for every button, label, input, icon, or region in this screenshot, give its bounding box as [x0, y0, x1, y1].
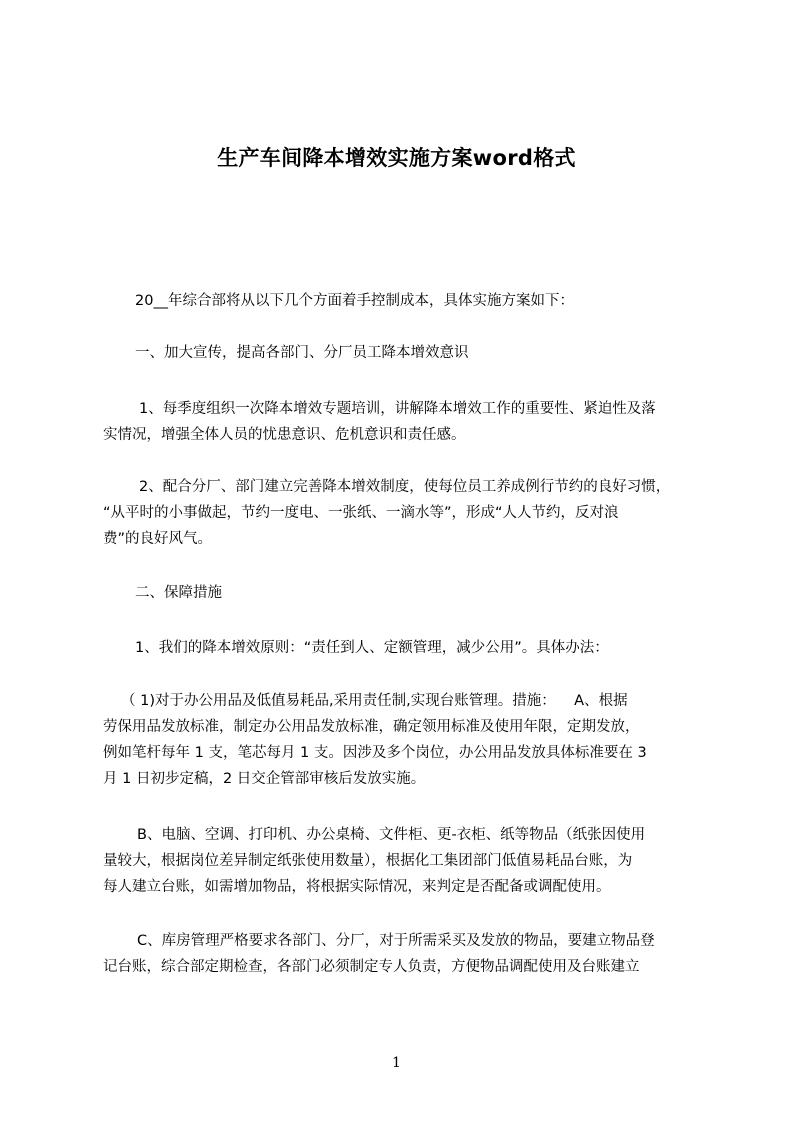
paragraph-line: 例如笔杆每年 1 支，笔芯每月 1 支。因涉及多个岗位，办公用品发放具体标准要在 3 — [103, 745, 647, 761]
paragraph-line: 二、保障措施 — [135, 585, 222, 601]
section-heading-publicity — [103, 340, 703, 366]
document-title: 生产车间降本增效实施方案word格式 — [217, 146, 576, 170]
paragraph-line: B、电脑、空调、打印机、办公桌椅、文件柜、更-衣柜、纸等物品（纸张因使用 — [137, 827, 646, 843]
paragraph-principle — [103, 635, 703, 661]
page-number: 1 — [392, 1055, 401, 1071]
paragraph-line: 1、每季度组织一次降本增效专题培训，讲解降本增效工作的重要性、紧迫性及落 — [139, 401, 656, 417]
paragraph-line: 实情况，增强全体人员的忧患意识、危机意识和责任感。 — [103, 427, 466, 443]
paragraph-training — [103, 396, 703, 448]
paragraph-line: 月 1 日初步定稿，2 日交企管部审核后发放实施。 — [103, 771, 426, 787]
section-heading-measures — [103, 580, 703, 606]
paragraph-line: 1、我们的降本增效原则：“责任到人、定额管理，减少公用”。具体办法： — [135, 640, 609, 656]
paragraph-line: 记台账，综合部定期检查，各部门必须制定专人负责，方便物品调配使用及台账建立 — [103, 959, 640, 975]
paragraph-office-supplies — [103, 688, 703, 792]
paragraph-line: （ 1)对于办公用品及低值易耗品,采用责任制,实现台账管理。措施： A、根据 — [121, 693, 628, 709]
paragraph-intro — [103, 288, 703, 314]
paragraph-line: 20__年综合部将从以下几个方面着手控制成本，具体实施方案如下： — [135, 293, 574, 309]
paragraph-line: 每人建立台账，如需增加物品，将根据实际情况，来判定是否配备或调配使用。 — [103, 879, 611, 895]
paragraph-line: 劳保用品发放标准，制定办公用品发放标准，确定领用标准及使用年限，定期发放， — [103, 719, 640, 735]
paragraph-warehouse — [103, 928, 703, 980]
paragraph-line: 费”的良好风气。 — [103, 531, 213, 547]
paragraph-line: “从平时的小事做起，节约一度电、一张纸、一滴水等”，形成“人人节约，反对浪 — [103, 505, 619, 521]
paragraph-equipment — [103, 822, 703, 900]
paragraph-line: C、库房管理严格要求各部门、分厂，对于所需采买及发放的物品，要建立物品登 — [137, 933, 655, 949]
paragraph-system — [103, 474, 703, 552]
paragraph-line: 一、加大宣传，提高各部门、分厂员工降本增效意识 — [135, 345, 469, 361]
paragraph-line: 2、配合分厂、部门建立完善降本增效制度，使每位员工养成例行节约的良好习惯， — [139, 479, 671, 495]
paragraph-line: 量较大，根据岗位差异制定纸张使用数量），根据化工集团部门低值易耗品台账，为 — [103, 853, 633, 869]
